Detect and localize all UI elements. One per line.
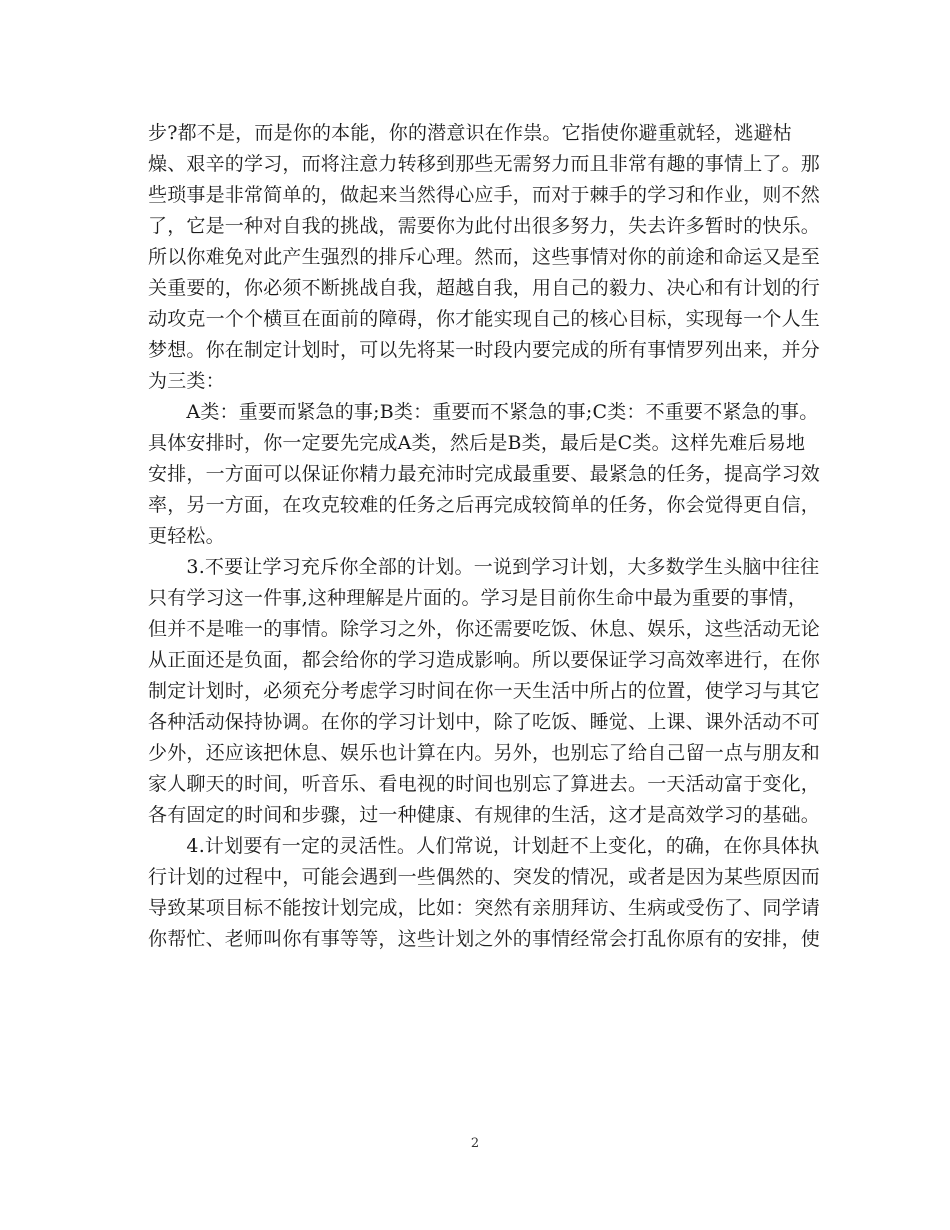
text-line: 所以你难免对此产生强烈的排斥心理。然而，这些事情对你的前途和命运又是至 [148, 246, 821, 268]
text-line: 行计划的过程中，可能会遇到一些偶然的、突发的情况，或者是因为某些原因而 [148, 866, 821, 888]
text-line: 安排，一方面可以保证你精力最充沛时完成最重要、最紧急的任务，提高学习效 [148, 463, 821, 485]
text-line: 4.计划要有一定的灵活性。人们常说，计划赶不上变化，的确，在你具体执 [148, 835, 820, 857]
text-line: 你帮忙、老师叫你有事等等，这些计划之外的事情经常会打乱你原有的安排，使 [148, 928, 821, 950]
text-line: 家人聊天的时间，听音乐、看电视的时间也别忘了算进去。一天活动富于变化， [148, 773, 821, 795]
text-line: 导致某项目标不能按计划完成，比如：突然有亲朋拜访、生病或受伤了、同学请 [148, 897, 821, 919]
text-line: 些琐事是非常简单的，做起来当然得心应手，而对于棘手的学习和作业，则不然 [148, 184, 821, 206]
text-line: 梦想。你在制定计划时，可以先将某一时段内要完成的所有事情罗列出来，并分 [148, 339, 821, 361]
text-line: 从正面还是负面，都会给你的学习造成影响。所以要保证学习高效率进行，在你 [148, 649, 821, 671]
text-line: 只有学习这一件事,这种理解是片面的。学习是目前你生命中最为重要的事情， [148, 587, 808, 609]
body-text [148, 118, 821, 955]
text-line: 更轻松。 [148, 525, 225, 547]
text-line: 动攻克一个个横亘在面前的障碍，你才能实现自己的核心目标，实现每一个人生 [148, 308, 821, 330]
text-line: 了，它是一种对自我的挑战，需要你为此付出很多努力，失去许多暂时的快乐。 [148, 215, 821, 237]
text-line: 燥、艰辛的学习，而将注意力转移到那些无需努力而且非常有趣的事情上了。那 [148, 153, 821, 175]
text-line: 但并不是唯一的事情。除学习之外，你还需要吃饭、休息、娱乐，这些活动无论 [148, 618, 821, 640]
text-line: 少外，还应该把休息、娱乐也计算在内。另外，也别忘了给自己留一点与朋友和 [148, 742, 821, 764]
text-line: 3.不要让学习充斥你全部的计划。一说到学习计划，大多数学生头脑中往往 [148, 556, 820, 578]
text-line: 关重要的，你必须不断挑战自我，超越自我，用自己的毅力、决心和有计划的行 [148, 277, 821, 299]
text-line: 各有固定的时间和步骤，过一种健康、有规律的生活，这才是高效学习的基础。 [148, 804, 821, 826]
text-line: 率，另一方面，在攻克较难的任务之后再完成较简单的任务，你会觉得更自信， [148, 494, 821, 516]
text-line: 步?都不是，而是你的本能，你的潜意识在作祟。它指使你避重就轻，逃避枯 [148, 122, 792, 144]
text-line: 为三类： [148, 370, 225, 392]
text-line: 制定计划时，必须充分考虑学习时间在你一天生活中所占的位置，使学习与其它 [148, 680, 821, 702]
text-line: 具体安排时，你一定要先完成A类，然后是B类，最后是C类。这样先难后易地 [148, 432, 806, 454]
text-line: 各种活动保持协调。在你的学习计划中，除了吃饭、睡觉、上课、课外活动不可 [148, 711, 821, 733]
text-line: A类：重要而紧急的事;B类：重要而不紧急的事;C类：不重要不紧急的事。 [148, 401, 819, 423]
page-number: 2 [470, 1136, 480, 1151]
